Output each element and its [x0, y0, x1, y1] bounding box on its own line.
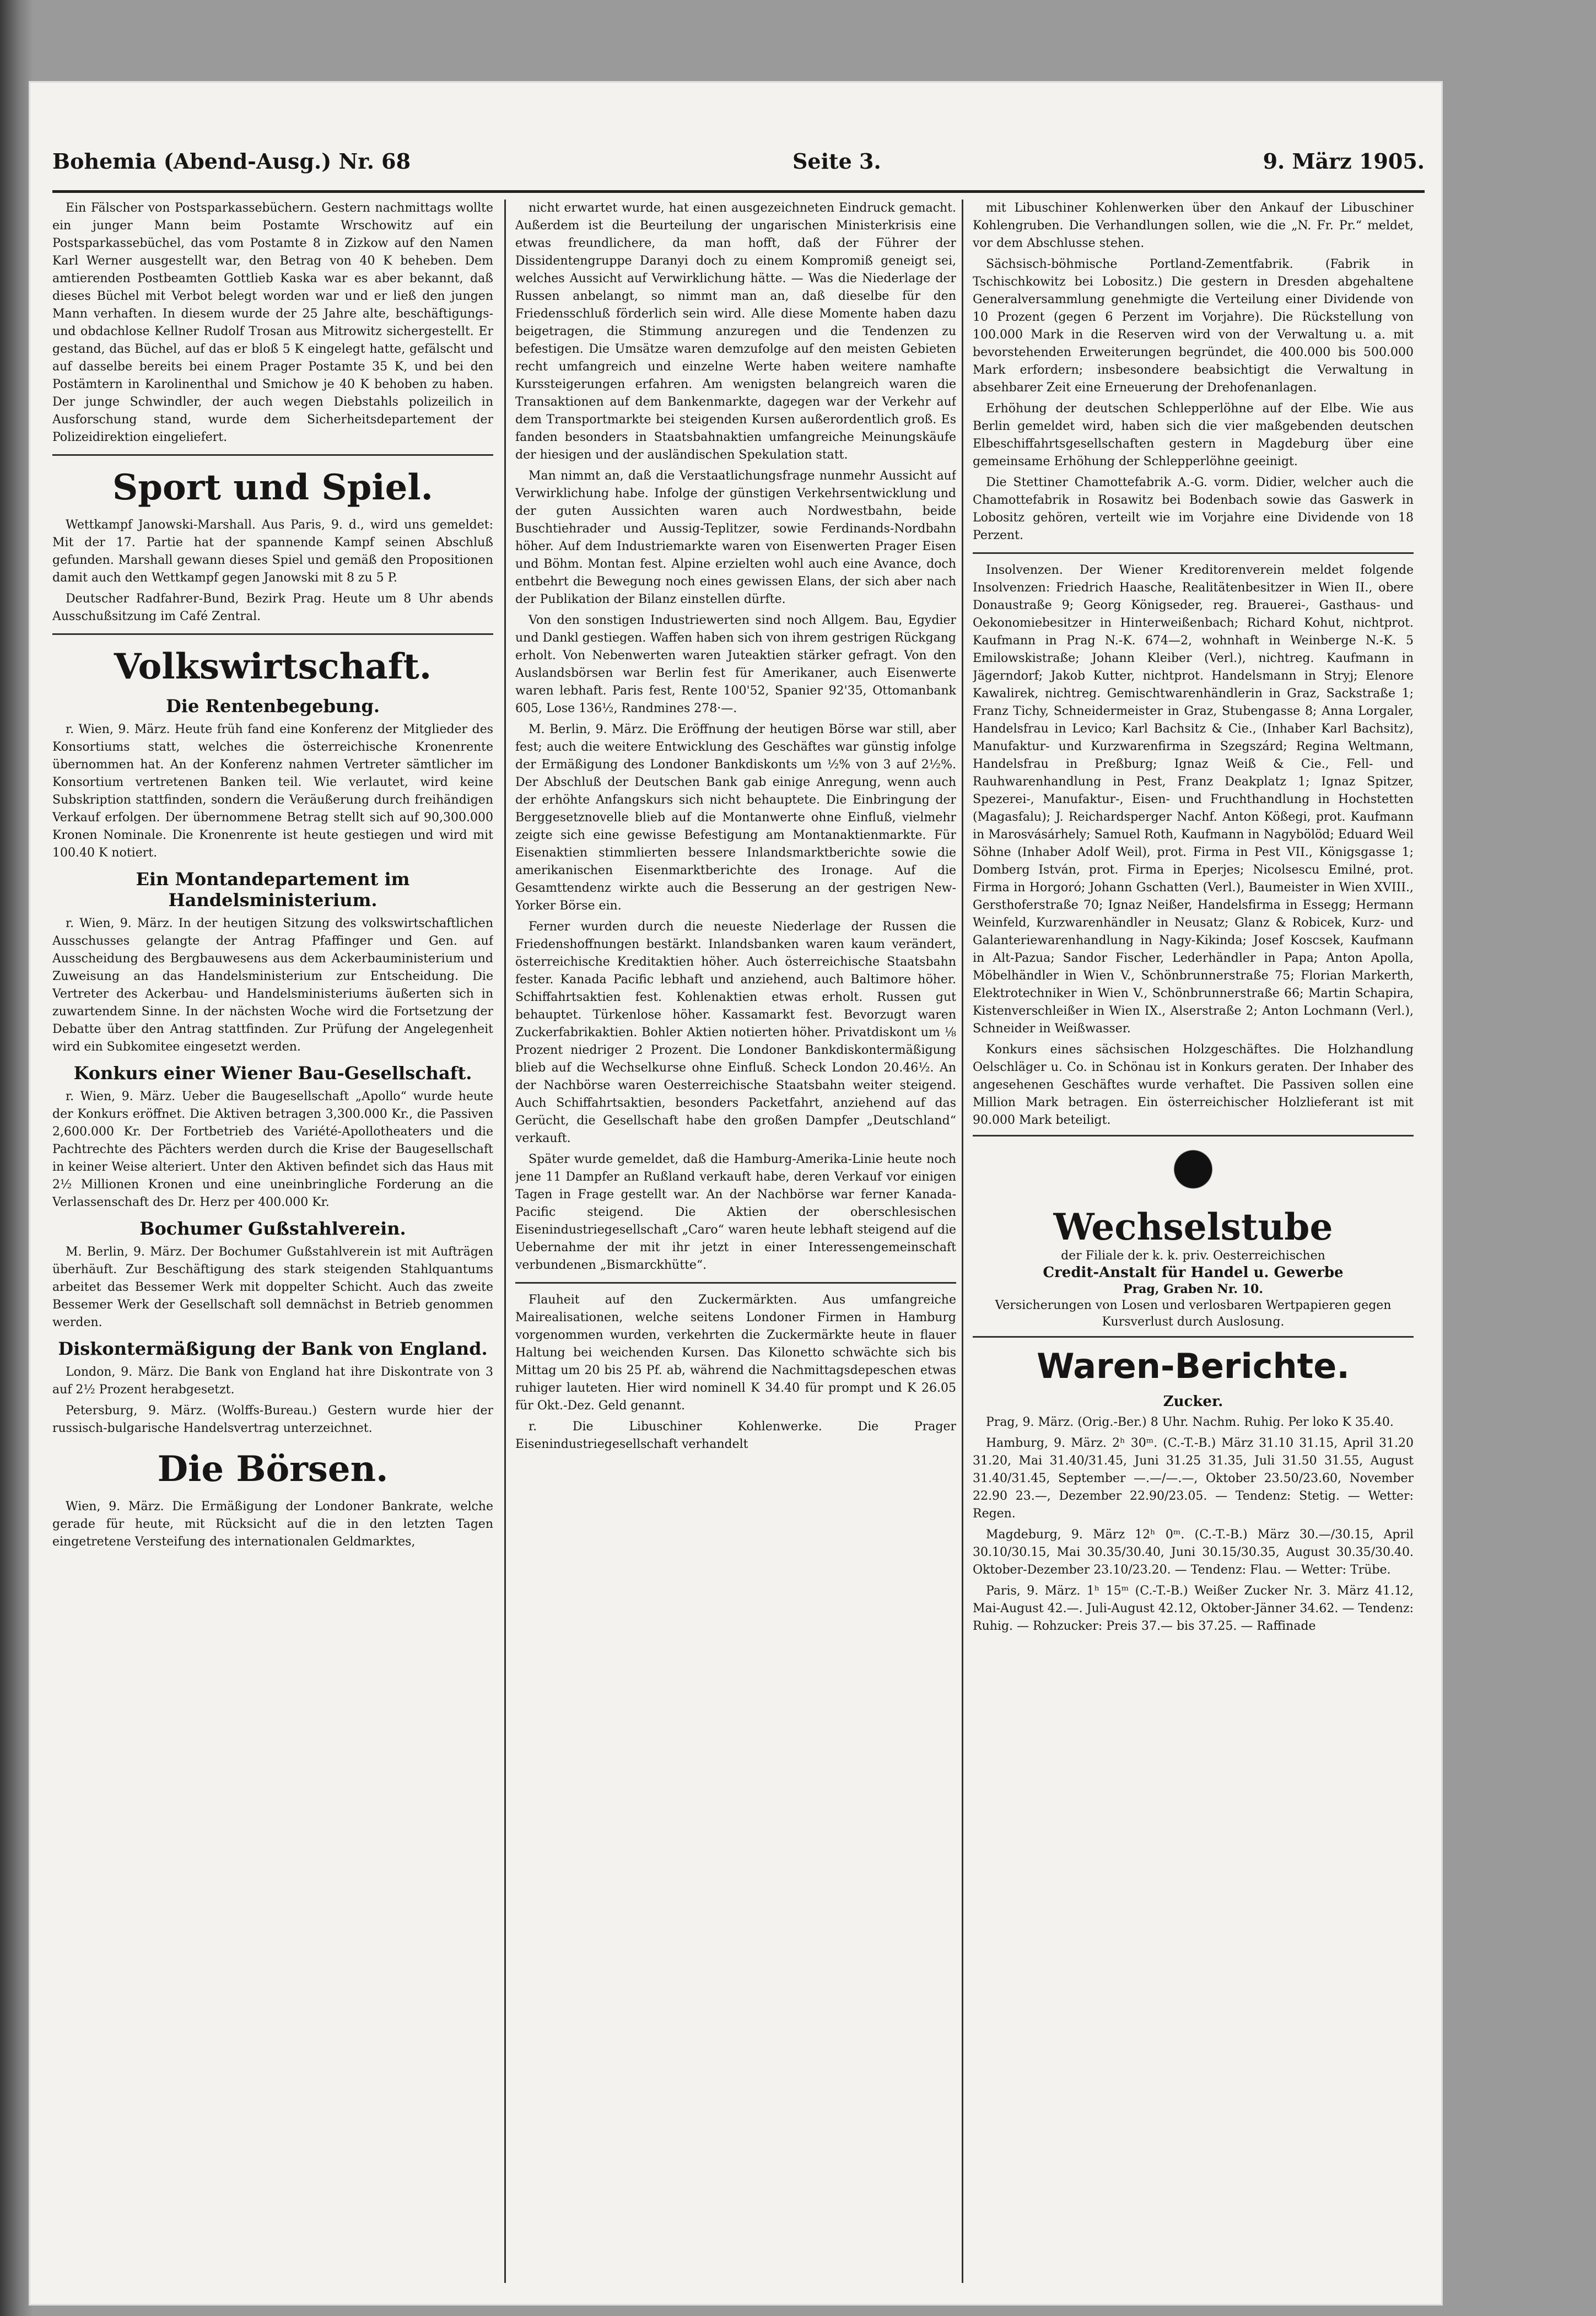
article-renten: r. Wien, 9. März. Heute früh fand eine Konferenz der Mitglieder des Konsortiums statt, welches die österreichische Kronenrente übernommen hat. An der Konferenz nahmen Vertreter sämtlicher im Konsortium vertretenen Banken teil. Wie verlautet, wird keine Subskription stattfinden, sondern die Veräußerung durch freihändigen Verkauf erfolgen. Der übernommene Betrag stellt sich auf 90,300.000 Kronen Nominale. Die Kronenrente ist heute gestiegen und wird mit 100.40 K notiert.: [52, 723, 493, 860]
article-wettkampf: Wettkampf Janowski-Marshall. Aus Paris, 9. d., wird uns gemeldet: Mit der 17. Partie hat der spannende Kampf seinen Abschluß gefunden. Marshall gewann dieses Spiel und gemäß den Propositionen damit auch den Wettkampf gegen Janowski mit 8 zu 5 P.: [52, 518, 493, 585]
paragraph: nicht erwartet wurde, hat einen ausgezeichneten Eindruck gemacht. Außerdem ist die Beurteilung der ungarischen Ministerkrisis eine etwas freundlichere, da man hofft, daß der Führer der Dissidentengruppe Daranyi doch zu einem Kompromiß geneigt sei, welches Aussicht auf Verwirklichung hätte. — Was die Niederlage der Russen anbelangt, so nimmt man an, daß dieselbe für den Friedensschluß förderlich sein wird. Alle diese Momente haben dazu beigetragen, die Stimmung anzuregen und die Tendenzen zu befestigen. Die Umsätze waren demzufolge auf den meisten Gebieten recht umfangreich und einzelne Werte haben weitere namhafte Kurssteigerungen erfahren. Am wenigsten belangreich waren die Transaktionen auf dem Bankenmarkte, dagegen war der Verkehr auf dem Transportmarkte bei steigenden Kursen außerordentlich groß. Es fanden besonders in Staatsbahnaktien umfangreiche Meinungskäufe der hiesigen und der ausländischen Spekulation statt.: [515, 201, 956, 462]
article-montan: r. Wien, 9. März. In der heutigen Sitzung des volkswirtschaftlichen Ausschusses gelangte der Antrag Pfaffinger und Gen. auf Ausscheidung des Bergbauwesens aus dem Ackerbauministerium und Zuweisung an das Handelsministerium zur Entscheidung. Die Vertreter des Ackerbau- und Handelsministeriums äußerten sich in zuwartendem Sinne. In der nächsten Woche wird die Fortsetzung der Debatte über den Antrag stattfinden. Zur Prüfung der Angelegenheit wird ein Subkomitee eingesetzt werden.: [52, 917, 493, 1054]
report-paris: Paris, 9. März. 1ʰ 15ᵐ (C.-T.-B.) Weißer Zucker Nr. 3. März 41.12, Mai-August 42.—. Juli-August 42.12, Oktober-Jänner 34.62. — Tendenz: Ruhig. — Rohzucker: Preis 37.— bis 37.25. — Raffinade: [973, 1584, 1414, 1633]
ad-line: der Filiale der k. k. priv. Oesterreichischen: [1061, 1249, 1325, 1263]
masthead-date: 9. März 1905.: [1263, 149, 1425, 174]
article-schlepper: Erhöhung der deutschen Schlepperlöhne auf der Elbe. Wie aus Berlin gemeldet wird, haben sich die vier maßgebenden deutschen Elbeschiffahrtsgesellschaften gestern in Magdeburg über eine gemeinsame Erhöhung der Schlepperlöhne geeinigt.: [973, 402, 1414, 468]
divider: [52, 454, 493, 456]
article-chamotte: Die Stettiner Chamottefabrik A.-G. vorm. Didier, welcher auch die Chamottefabrik in Rosawitz bei Bodenbach sowie das Gaswerk in Lobositz gehören, verteilt wie im Vorjahre eine Dividende von 18 Perzent.: [973, 476, 1414, 542]
paragraph: Man nimmt an, daß die Verstaatlichungsfrage nunmehr Aussicht auf Verwirklichung habe. Infolge der günstigen Verkehrsentwicklung und der guten Aussichten waren auch Nordwestbahn, beide Buschtiehrader und Aussig-Teplitzer, sowie Ferdinands-Nordbahn höher. Auf dem Industriemarkte waren von Eisenwerten Prager Eisen und Böhm. Montan fest. Alpine erzielten wohl auch eine Avance, doch entbehrt die Bewegung noch eines gewissen Elans, der sich aber nach der Publikation der Bilanz einstellen dürfte.: [515, 469, 956, 606]
article-heading-bochum: Bochumer Gußstahlverein.: [139, 1218, 406, 1239]
eagle-emblem-icon: [1157, 1142, 1229, 1203]
section-heading-boersen: Die Börsen.: [157, 1448, 389, 1490]
section-heading-volkswirtschaft: Volkswirtschaft.: [114, 646, 432, 687]
article-libuschin: r. Die Libuschiner Kohlenwerke. Die Prager Eisenindustriegesellschaft verhandelt: [515, 1420, 956, 1451]
divider: [515, 1282, 956, 1284]
article-bochum: M. Berlin, 9. März. Der Bochumer Gußstahlverein ist mit Aufträgen überhäuft. Zur Beschäftigung des stark steigenden Stahlquantums arbeitet das Bessemer Werk mit doppelter Schicht. Auch das zweite Bessemer Werk der Gesellschaft soll demnächst in Betrieb genommen werden.: [52, 1245, 493, 1329]
masthead-rule: [52, 190, 1425, 193]
report-prag: Prag, 9. März. (Orig.-Ber.) 8 Uhr. Nachm. Ruhig. Per loko K 35.40.: [986, 1415, 1394, 1429]
article-portland: Sächsisch-böhmische Portland-Zementfabrik. (Fabrik in Tschischkowitz bei Lobositz.) Die gestern in Dresden abgehaltene Generalversammlung genehmigte die Verteilung einer Dividende von 10 Prozent (gegen 6 Perzent im Vorjahre). Die Rückstellung von 100.000 Mark in die Reserven wird von der Verwaltung u. a. mit bevorstehenden Erweiterungen begründet, die 400.000 bis 500.000 Mark erfordern; insbesondere beabsichtigt die Verwaltung in absehbarer Zeit eine Erneuerung der Drehofenanlagen.: [973, 257, 1414, 395]
paragraph: Von den sonstigen Industriewerten sind noch Allgem. Bau, Egydier und Dankl gestiegen. Waffen haben sich von ihrem gestrigen Rückgang erholt. Von Nebenwerten waren Juteaktien stärker gefragt. Von den Auslandsbörsen war Berlin fest für Amerikaner, auch Eisenwerte waren lebhaft. Paris fest, Rente 100'52, Spanier 92'35, Ottomanbank 605, Lose 136½, Randmines 278·—.: [515, 613, 956, 715]
column-1: [52, 200, 493, 2283]
ad-line: Versicherungen von Losen und verlosbaren Wertpapieren gegen Kursverlust durch Auslosung.: [995, 1299, 1392, 1329]
article-faelscher: Ein Fälscher von Postsparkassebüchern. Gestern nachmittags wollte ein junger Mann beim Postamte Wrschowitz auf ein Postsparkassebüchel, das vom Postamte 8 in Zizkow auf den Namen Karl Werner ausgestellt war, den Betrag von 40 K beheben. Dem amtierenden Postbeamten Gottlieb Kaska war es aber bekannt, daß dieses Büchel mit Verbot belegt worden war und er ließ den jungen Mann verhaften. In diesem wurde der 25 Jahre alte, beschäftigungs- und obdachlose Kellner Rudolf Trosan aus Mitrowitz sichergestellt. Er gestand, das Büchel, auf das er bloß 5 K eingelegt hatte, gefälscht und auf dasselbe bereits bei einem Prager Postamte 35 K, und bei den Postämtern in Karolinenthal und Smichow je 40 K behoben zu haben. Der junge Schwindler, der auch wegen Diebstahls polizeilich in Ausforschung stand, wurde dem Sicherheitsdepartement der Polizeidirektion eingeliefert.: [52, 201, 493, 444]
article-heading-diskont: Diskontermäßigung der Bank von England.: [58, 1338, 488, 1359]
article-radfahrer: Deutscher Radfahrer-Bund, Bezirk Prag. Heute um 8 Uhr abends Ausschußsitzung im Café Zentral.: [52, 592, 493, 623]
masthead-publication: Bohemia (Abend-Ausg.) Nr. 68: [52, 149, 411, 174]
column-divider: [962, 200, 963, 2283]
article-heading-zucker: Zucker.: [1163, 1393, 1223, 1410]
column-2: [515, 200, 956, 2283]
ad-line: Prag, Graben Nr. 10.: [1123, 1282, 1264, 1296]
ad-line: Credit-Anstalt für Handel u. Gewerbe: [1043, 1264, 1344, 1281]
masthead: [52, 149, 1425, 187]
advertisement-wechselstube: [973, 1135, 1414, 1338]
paragraph: M. Berlin, 9. März. Die Eröffnung der heutigen Börse war still, aber fest; auch die weitere Entwicklung des Geschäftes war günstig infolge der Ermäßigung des Londoner Bankdiskonts um ½% von 3 auf 2½%. Der Abschluß der Deutschen Bank gab einige Anregung, wenn auch der erhöhte Anfangskurs sich nicht behauptete. Die Einbringung der Berggesetznovelle blieb auf die Montanwerte ohne Einfluß, vielmehr zeigte sich eine gewisse Befestigung am Montanaktienmarkte. Für Eisenaktien stimmlierten bessere Inlandsmarktberichte sowie die amerikanischen Eisenmarktberichte des Ironage. Auf die Gesamttendenz wirkte auch die Besserung an der gestrigen New-Yorker Börse ein.: [515, 723, 956, 913]
article-konkurs: r. Wien, 9. März. Ueber die Baugesellschaft „Apollo“ wurde heute der Konkurs eröffnet. Die Aktiven betragen 3,300.000 Kr., die Passiven 2,600.000 Kr. Der Fortbetrieb des Variété-Apollotheaters und die Pachtrechte des Pächters werden durch die Krise der Baugesellschaft in keiner Weise alteriert. Unter den Aktiven befindet sich das Haus mit 2½ Millionen Kronen und eine uneinbringliche Forderung an die Verlassenschaft des Dr. Herz per 400.000 Kr.: [52, 1090, 493, 1209]
paragraph: mit Libuschiner Kohlenwerken über den Ankauf der Libuschiner Kohlengruben. Die Verhandlungen sollen, wie die „N. Fr. Pr.“ meldet, vor dem Abschlusse stehen.: [973, 201, 1414, 250]
article-heading-renten: Die Rentenbegebung.: [166, 696, 380, 717]
report-hamburg: Hamburg, 9. März. 2ʰ 30ᵐ. (C.-T.-B.) März 31.10 31.15, April 31.20 31.20, Mai 31.40/31.45, Juni 31.25 31.35, Juli 31.50 31.55, August 31.40/31.45, September —.—/—.—, Oktober 23.50/23.60, November 22.90 23.—, Dezember 22.90/23.05. — Tendenz: Stetig. — Wetter: Regen.: [973, 1436, 1414, 1521]
paragraph: Später wurde gemeldet, daß die Hamburg-Amerika-Linie heute noch jene 11 Dampfer an Rußland verkauft habe, deren Verkauf vor einigen Tagen in Frage gestellt war. An der Nachbörse war ferner Kanada-Pacific steigend. Die Aktien der oberschlesischen Eisenindustriegesellschaft „Caro“ waren heute lebhaft steigend auf die Uebernahme der mit ihr jetzt in einer Interessengemeinschaft verbundenen „Bismarckhütte“.: [515, 1152, 956, 1272]
ad-title: Wechselstube: [1053, 1205, 1333, 1248]
divider: [973, 552, 1414, 554]
article-diskont: London, 9. März. Die Bank von England hat ihre Diskontrate von 3 auf 2½ Prozent herabgesetzt.: [52, 1365, 493, 1397]
article-boersen: Wien, 9. März. Die Ermäßigung der Londoner Bankrate, welche gerade für heute, mit Rücksicht auf die in den letzten Tagen eingetretene Versteifung des internationalen Geldmarktes,: [52, 1500, 493, 1549]
article-zuckermaerkte: Flauheit auf den Zuckermärkten. Aus umfangreiche Mairealisationen, welche seitens Londoner Firmen in Hamburg vorgenommen wurden, verkehrten die Zuckermärkte heute in flauer Haltung bei weichenden Kursen. Das Kilonetto schwächte sich bis Mittag um 20 bis 25 Pf. ab, während die Nachmittagsdepeschen etwas ruhiger lauteten. Hier wird nominell K 34.40 für prompt und K 26.05 für Okt.-Dez. Geld genannt.: [515, 1293, 956, 1413]
divider: [52, 633, 493, 635]
article-heading-montan: Ein Montandepartement im Handelsministerium.: [136, 869, 410, 911]
article-petersburg: Petersburg, 9. März. (Wolffs-Bureau.) Gestern wurde hier der russisch-bulgarische Handelsvertrag unterzeichnet.: [52, 1404, 493, 1435]
binding-shadow: [0, 0, 33, 2316]
article-holzgeschaeft: Konkurs eines sächsischen Holzgeschäftes. Die Holzhandlung Oelschläger u. Co. in Schönau ist in Konkurs geraten. Der Inhaber des angesehenen Geschäftes wurde verhaftet. Die Passiven sollen eine Million Mark betragen. Ein österreichischer Holzlieferant ist mit 90.000 Mark beteiligt.: [973, 1043, 1414, 1127]
section-heading-sport: Sport und Spiel.: [112, 467, 433, 508]
column-divider: [504, 200, 506, 2283]
masthead-page: Seite 3.: [792, 149, 881, 174]
section-heading-waren: Waren-Berichte.: [1037, 1346, 1350, 1386]
article-insolvenzen: Insolvenzen. Der Wiener Kreditorenverein meldet folgende Insolvenzen: Friedrich Haasche, Realitätenbesitzer in Wien II., obere Donaustraße 9; Georg Königseder, reg. Brauerei-, Gasthaus- und Oekonomiebesitzer in Hinterweißenbach; Richard Kohut, nichtprot. Kaufmann in Prag N.-K. 674—2, wohnhaft in Weinberge N.-K. 5 Emilowskistraße; Johann Kleiber (Verl.), nichtreg. Kaufmann in Jägerndorf; Jakob Kutter, nichtprot. Handelsmann in Stryj; Elenore Kawalirek, nichtreg. Gemischtwarenhändlerin in Graz, Sackstraße 1; Franz Tichy, Schneidermeister in Graz, Stubengasse 8; Anna Lorgaler, Handelsfrau in Levico; Karl Bachsitz & Cie., (Inhaber Karl Bachsitz), Manufaktur- und Kurzwarenfirma in Szegszárd; Regina Weltmann, Handelsfrau in Preßburg; Ignaz Weiß & Cie., Fell- und Rauhwarenhandlung in Pest, Franz Deakplatz 1; Ignaz Spitzer, Spezerei-, Manufaktur-, Eisen- und Fruchthandlung in Hochstetten (Magasfalu); J. Reichardsperger Nachf. Anton Kößegi, prot. Kaufmann in Marosvásárhely; Samuel Roth, Kaufmann in Nagybölöd; Eduard Weil Söhne (Inhaber Adolf Weil), prot. Firma in Pest VII., Königsgasse 1; Domberg István, prot. Firma in Eperjes; Nicolsescu Emilné, prot. Firma in Horgoró; Johann Gschatten (Verl.), Baumeister in Wien XVIII., Gersthoferstraße 70; Ignaz Neißer, Handelsfirma in Essegg; Hermann Weinfeld, Kurzwarenhändler in Neusatz; Glanz & Robicek, Kurz- und Galanteriewarenhandlung in Nagy-Kikinda; Josef Koscsek, Kaufmann in Alt-Pazua; Sandor Fischer, Lederhändler in Papa; Anton Apolla, Möbelhändler in Wien V., Schönbrunnerstraße 75; Florian Markerth, Elektrotechniker in Wien V., Schönbrunnerstraße 66; Martin Schapira, Kistenverschleißer in Wien IX., Alserstraße 2; Anton Lochmann (Verl.), Schneider in Weißwasser.: [973, 563, 1414, 1036]
column-3: [973, 200, 1414, 2283]
report-magdeburg: Magdeburg, 9. März 12ʰ 0ᵐ. (C.-T.-B.) März 30.—/30.15, April 30.10/30.15, Mai 30.35/30.40, Juni 30.15/30.35, August 30.35/30.40. Oktober-Dezember 23.10/23.20. — Tendenz: Flau. — Wetter: Trübe.: [973, 1528, 1414, 1577]
paragraph: Ferner wurden durch die neueste Niederlage der Russen die Friedenshoffnungen bestärkt. Inlandsbanken waren kaum verändert, österreichische Kreditaktien höher. Auch österreichische Staatsbahn fester. Kanada Pacific lebhaft und anziehend, auch Baltimore höher. Schiffahrtsaktien fest. Kohlenaktien etwas erholt. Russen gut behauptet. Türkenlose höher. Kassamarkt fest. Bevorzugt waren Zuckerfabrikaktien. Bohler Aktien notierten höher. Privatdiskont um ⅛ Prozent niedriger 2 Prozent. Die Londoner Bankdiskontermäßigung blieb auf die Wechselkurse ohne Einfluß. Scheck London 20.46½. An der Nachbörse waren Oesterreichische Staatsbahn weiter steigend. Auch Schiffahrtsaktien, besonders Packetfahrt, anziehend auf das Gerücht, die Gesellschaft habe den großen Dampfer „Deutschland“ verkauft.: [515, 920, 956, 1145]
article-heading-konkurs: Konkurs einer Wiener Bau-Gesellschaft.: [73, 1063, 472, 1084]
